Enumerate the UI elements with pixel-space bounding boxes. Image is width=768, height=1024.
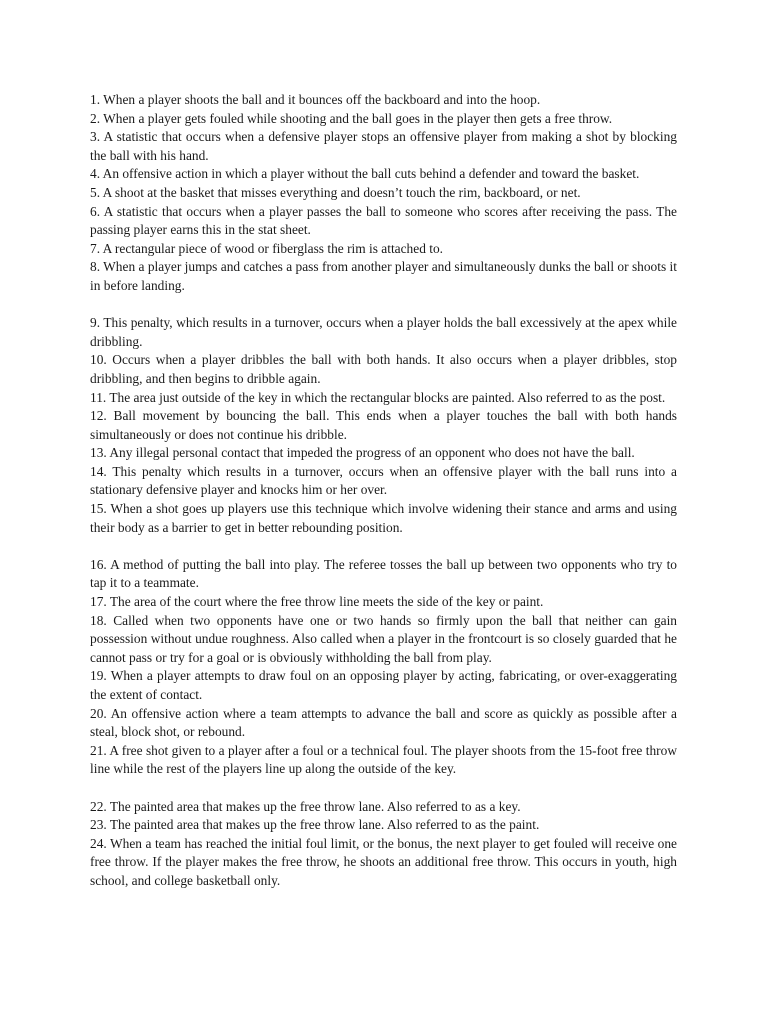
clue-item: 7. A rectangular piece of wood or fiberglass the rim is attached to. (90, 240, 444, 256)
document-page (90, 91, 677, 891)
clue-item: 14. This penalty which results in a turnover, occurs when an offensive player with the ball runs into a stationary defensive player and knocks him or her over. (90, 463, 677, 498)
clue-item: 16. A method of putting the ball into play. The referee tosses the ball up between two opponents who try to tap it to a teammate. (90, 556, 677, 591)
clue-item: 4. An offensive action in which a player without the ball cuts behind a defender and toward the basket. (90, 166, 640, 182)
clue-item: 1. When a player shoots the ball and it bounces off the backboard and into the hoop. (90, 92, 541, 107)
clue-item: 18. Called when two opponents have one or two hands so firmly upon the ball that neither can gain possession without undue roughness. Also called when a player in the frontcourt is so closely guarded that he cannot pass or try for a goal or is obviously withholding the ball from play. (90, 612, 677, 665)
clue-item: 2. When a player gets fouled while shooting and the ball goes in the player then gets a free throw. (90, 110, 613, 126)
clue-item: 9. This penalty, which results in a turnover, occurs when a player holds the ball excessively at the apex while dribbling. (90, 315, 677, 349)
clue-item: 19. When a player attempts to draw foul on an opposing player by acting, fabricating, or over-exaggerating the extent of contact. (90, 668, 677, 702)
clue-item: 12. Ball movement by bouncing the ball. This ends when a player touches the ball with both hands simultaneously or does not continue his dribble. (90, 408, 677, 442)
clue-item: 6. A statistic that occurs when a player passes the ball to someone who scores after receiving the pass. The passing player earns this in the stat sheet. (90, 203, 677, 238)
clue-item: 24. When a team has reached the initial foul limit, or the bonus, the next player to get fouled will receive one free throw. If the player makes the free throw, he shoots an additional free throw. This occurs in youth, high school, and college basketball only. (90, 835, 677, 888)
paragraph-gap (90, 296, 677, 315)
clue-item: 13. Any illegal personal contact that impeded the progress of an opponent who does not have the ball. (90, 445, 635, 461)
clue-item: 21. A free shot given to a player after a foul or a technical foul. The player shoots from the 15-foot free throw line while the rest of the players line up along the outside of the key. (90, 742, 677, 777)
clue-item: 23. The painted area that makes up the free throw lane. Also referred to as the paint. (90, 817, 540, 833)
clue-item: 17. The area of the court where the free throw line meets the side of the key or paint. (90, 594, 544, 610)
clue-item: 11. The area just outside of the key in which the rectangular blocks are painted. Also referred to as the post. (90, 389, 666, 405)
clue-item: 15. When a shot goes up players use this technique which involve widening their stance and arms and using their body as a barrier to get in better rebounding position. (90, 501, 677, 535)
clue-item: 20. An offensive action where a team attempts to advance the ball and score as quickly as possible after a steal, block shot, or rebound. (90, 705, 677, 740)
clue-item: 8. When a player jumps and catches a pass from another player and simultaneously dunks the ball or shoots it in before landing. (90, 259, 677, 293)
paragraph-gap (90, 537, 677, 556)
clue-item: 10. Occurs when a player dribbles the ball with both hands. It also occurs when a player dribbles, stop dribbling, and then begins to dribble again. (90, 352, 677, 386)
clue-item: 5. A shoot at the basket that misses everything and doesn’t touch the rim, backboard, or net. (90, 184, 581, 200)
paragraph-gap (90, 779, 677, 798)
clue-item: 22. The painted area that makes up the free throw lane. Also referred to as a key. (90, 798, 521, 814)
clue-item: 3. A statistic that occurs when a defensive player stops an offensive player from making a shot by blocking the ball with his hand. (90, 129, 677, 163)
